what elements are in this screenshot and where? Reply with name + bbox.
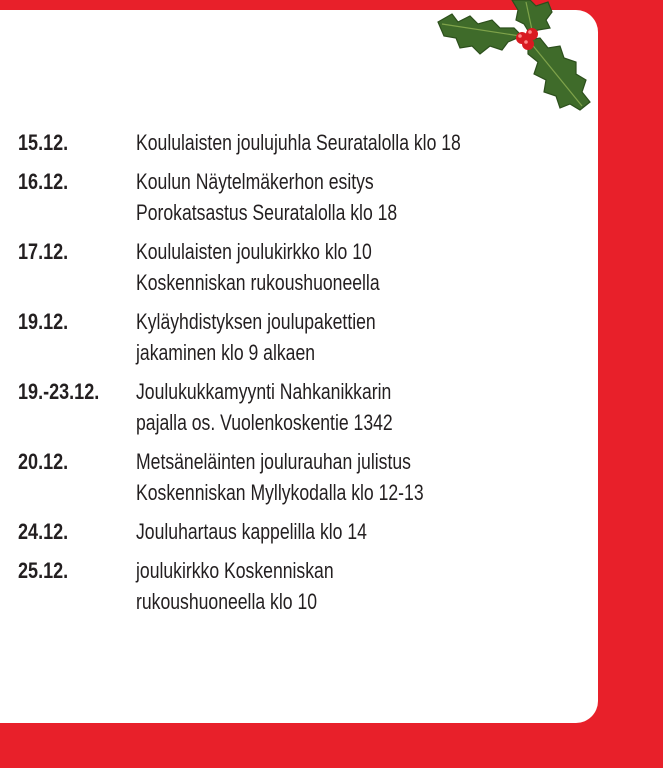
event-row [18,516,578,547]
event-description-line: jakaminen klo 9 alkaen [136,340,316,365]
event-description-line: Metsäneläinten joulurauhan julistus [136,449,411,474]
event-description-line: Koululaisten joulujuhla Seuratalolla klo 18 [136,130,461,155]
event-date: 16.12. [18,169,69,194]
event-date: 25.12. [18,558,69,583]
holly-berry [522,38,534,50]
event-row [18,236,578,298]
event-description-line: Koululaisten joulukirkko klo 10 [136,239,372,264]
event-row [18,446,578,508]
event-description [136,166,578,228]
holly-icon [430,0,600,120]
event-description-line: Jouluhartaus kappelilla klo 14 [136,519,367,544]
event-date: 19.12. [18,309,69,334]
event-date: 24.12. [18,519,69,544]
event-description [136,516,578,547]
event-description [136,555,578,617]
event-description-line: joulukirkko Koskenniskan [136,558,334,583]
event-description-line: Kyläyhdistyksen joulupakettien [136,309,376,334]
event-date: 17.12. [18,239,69,264]
event-row [18,166,578,228]
event-row [18,555,578,617]
event-row [18,306,578,368]
event-description [136,446,578,508]
event-description-line: Koskenniskan Myllykodalla klo 12-13 [136,480,424,505]
event-description-line: Porokatsastus Seuratalolla klo 18 [136,200,398,225]
holly-leaf-right [528,38,590,110]
event-date: 19.-23.12. [18,379,100,404]
event-date: 20.12. [18,449,69,474]
event-date: 15.12. [18,130,69,155]
event-description-line: Koulun Näytelmäkerhon esitys [136,169,374,194]
event-description-line: pajalla os. Vuolenkoskentie 1342 [136,410,393,435]
event-description [136,376,578,438]
event-description-line: Joulukukkamyynti Nahkanikkarin [136,379,392,404]
event-row [18,376,578,438]
event-description-line: rukoushuoneella klo 10 [136,589,318,614]
event-description-line: Koskenniskan rukoushuoneella [136,270,380,295]
event-description [136,127,578,158]
event-description [136,306,578,368]
event-description [136,236,578,298]
event-row [18,127,578,158]
event-list [18,127,578,625]
